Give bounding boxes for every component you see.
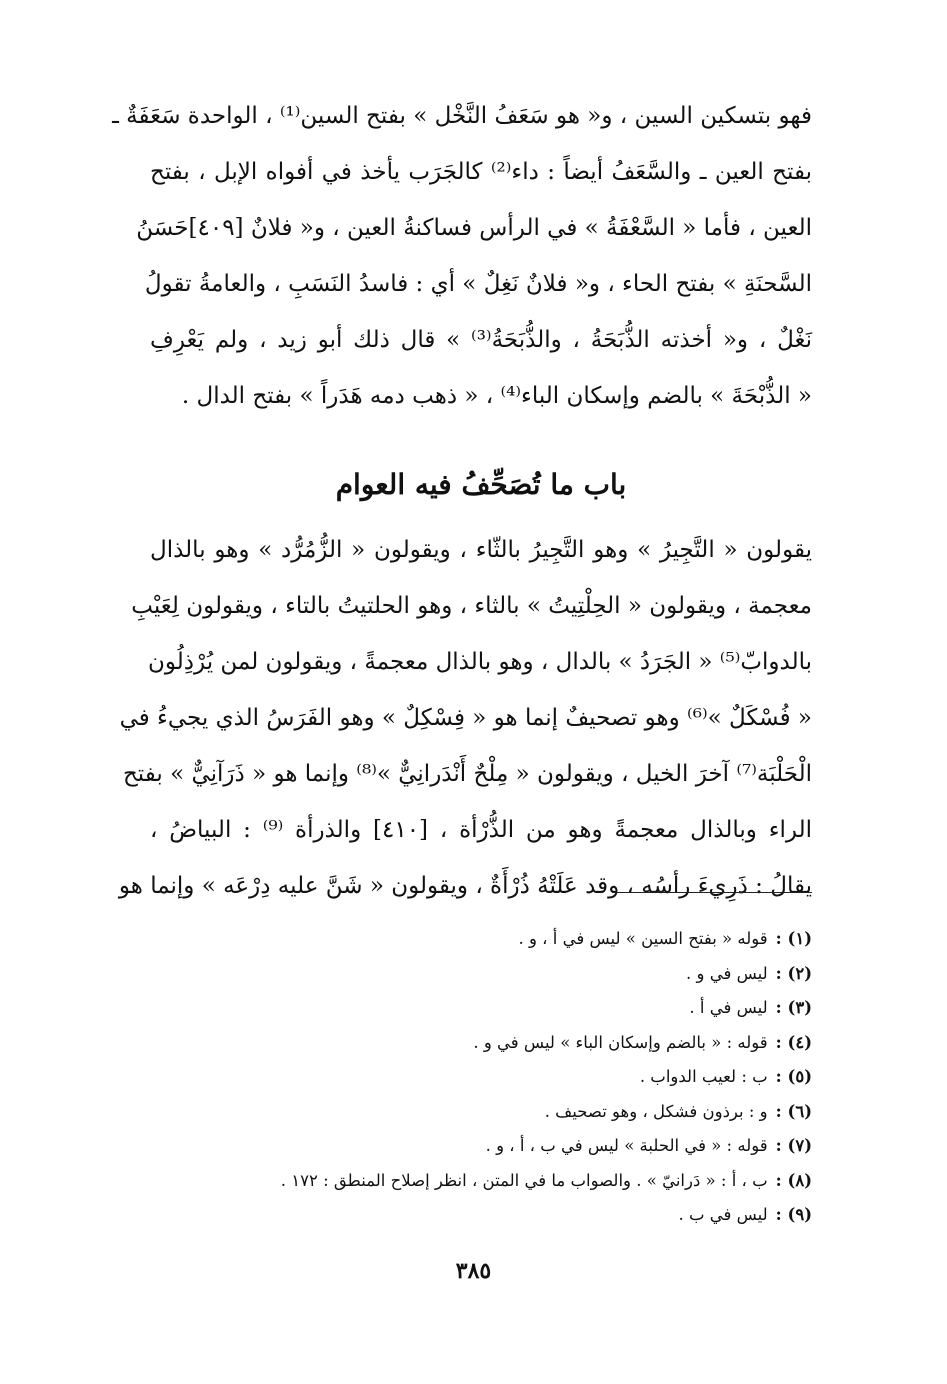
text-line: « الذُّبْحَةَ » بالضم وإسكان الباء⁽⁴⁾ ، « ذهب دمه هَدَراً » بفتح الدال .	[181, 383, 812, 409]
text-line: بفتح العين ـ والسَّعَفُ أيضاً : داء⁽²⁾ كالجَرَب يأخذ في أفواه الإبل ، بفتح	[150, 159, 812, 185]
footnotes	[150, 922, 812, 1233]
footnote	[150, 1095, 812, 1130]
footnote-number: (٧) :	[775, 1136, 812, 1155]
footnote-number: (٢) :	[775, 963, 812, 983]
footnote-text: قوله « بفتح السين » ليس في أ ، و .	[518, 929, 768, 948]
footnote	[150, 1026, 812, 1061]
text-line: نَغْلٌ ، و« أخذته الذُّبَحَةُ ، والذُّبَحَةُ⁽³⁾ » قال ذلك أبو زيد ، ولم يَعْرِفِ	[150, 327, 812, 353]
footnote-text: ليس في أ .	[689, 998, 768, 1017]
footnote-text: ب ، أ : « دَرانيّ » . والصواب ما في المتن ، انظر إصلاح المنطق : ١٧٢ .	[280, 1170, 768, 1190]
footnote-text: ليس في و .	[686, 963, 768, 983]
paragraph-continued	[112, 88, 812, 424]
text-line: الْحَلْبَة⁽⁷⁾ آخرَ الخيل ، ويقولون « مِلْحٌ أَنْدَرانِيٌّ »⁽⁸⁾ وإنما هو « ذَرَآنِيٌّ » بفتح	[122, 761, 812, 787]
footnote-text: ب : لعيب الدواب .	[639, 1067, 768, 1086]
footnote-text: ليس في ب .	[678, 1205, 768, 1224]
footnote	[150, 922, 812, 957]
text-line: الراء وبالذال معجمةً وهو من الذُّرْأة ، [٤١٠] والذرأة ⁽⁹⁾ : البياضُ ،	[150, 817, 812, 843]
footnote	[150, 1060, 812, 1095]
text-line: فهو بتسكين السين ، و« هو سَعَفُ النَّخْل » بفتح السين⁽¹⁾ ، الواحدة سَعَفَةٌ ـ	[112, 103, 812, 129]
text-line: معجمة ، ويقولون « الحِلْتِيتُ » بالثاء ، وهو الحلتيتُ بالتاء ، ويقولون لِعَيْبِ	[131, 593, 812, 619]
paragraph-body	[118, 522, 812, 914]
text-line: « فُسْكَلٌ »⁽⁶⁾ وهو تصحيفٌ إنما هو « فِسْكِلٌ » وهو الفَرَسُ الذي يجيءُ في	[119, 705, 812, 731]
footnote-number: (٥) :	[775, 1067, 812, 1086]
footnote-number: (٨) :	[775, 1170, 812, 1190]
footnote	[150, 991, 812, 1026]
page-number: ٣٨٥	[455, 1258, 492, 1284]
footnote	[150, 957, 812, 992]
footnote-number: (٩) :	[775, 1205, 812, 1224]
footnote-separator	[612, 892, 812, 893]
footnote	[150, 1164, 812, 1199]
footnote-text: قوله : « بالضم وإسكان الباء » ليس في و .	[473, 1032, 768, 1052]
footnote-number: (٣) :	[775, 998, 812, 1017]
footnote	[150, 1129, 812, 1164]
text-line: يقولون « التَّجِيرُ » وهو التَّجِيرُ بالثّاء ، ويقولون « الزُّمُرُّد » وهو بالذال	[150, 537, 812, 563]
footnote-number: (٦) :	[775, 1101, 812, 1121]
section-heading: باب ما تُصَحِّفُ فيه العوام	[335, 468, 627, 501]
text-line: يقالُ : ذَرِيءَ رأسُه ، وقد عَلَتْهُ ذُرْأَةٌ ، ويقولون « شَنَّ عليه دِرْعَه » وإنما هو	[118, 873, 812, 899]
footnote-number: (١) :	[775, 929, 812, 948]
text-line: بالدوابّ⁽⁵⁾ « الجَرَدُ » بالدال ، وهو بالذال معجمةً ، ويقولون لمن يُرْذِلُون	[147, 649, 812, 675]
footnote-text: و : برذون فشكل ، وهو تصحيف .	[544, 1101, 768, 1121]
text-line: السَّحنَةِ » بفتح الحاء ، و« فلانٌ نَغِلٌ » أي : فاسدُ النَسَبِ ، والعامةُ تقولُ	[144, 271, 812, 297]
text-line: العين ، فأما « السَّعْفَةُ » في الرأس فساكنةُ العين ، و« فلانٌ [٤٠٩]حَسَنُ	[136, 215, 812, 241]
footnote-number: (٤) :	[775, 1032, 812, 1052]
footnote	[150, 1198, 812, 1233]
footnote-text: قوله : « في الحلبة » ليس في ب ، أ ، و .	[485, 1136, 768, 1155]
